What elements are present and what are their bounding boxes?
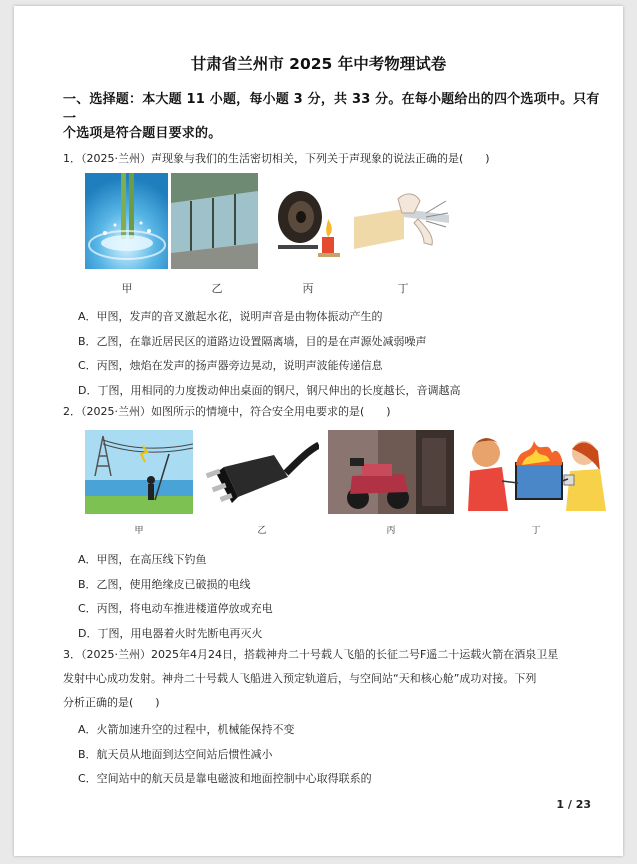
q2-stem: 2．（2025·兰州）如图所示的情境中，符合安全用电要求的是( ) [63,405,391,418]
q1-option-d: D．丁图，用相同的力度拨动伸出桌面的钢尺，钢尺伸出的长度越长，音调越高 [78,384,461,397]
page-number: 1 / 23 [556,798,591,811]
q2-figure-bing [328,430,454,514]
q3-option-c: C．空间站中的航天员是靠电磁波和地面控制中心取得联系的 [78,772,372,785]
q2-caption-jia: 甲 [134,526,144,536]
q1-figure-ding [354,183,449,258]
q2-figure-yi [204,433,319,515]
q1-stem: 1．（2025·兰州）声现象与我们的生活密切相关，下列关于声现象的说法正确的是( ) [63,152,490,165]
section-heading-line1: 一、选择题：本大题 11 小题，每小题 3 分，共 33 分。在每小题给出的四个选项中。只有一 [63,92,600,126]
q2-caption-bing: 丙 [386,526,396,536]
q3-stem-line2: 发射中心成功发射。神舟二十号载人飞船进入预定轨道后，与空间站“天和核心舱”成功对接。下列 [63,672,537,685]
q1-figure-yi [171,173,258,269]
q3-option-a: A．火箭加速升空的过程中，机械能保持不变 [78,723,295,736]
q1-figure-jia [85,173,168,269]
q2-figure-jia [85,430,193,514]
q1-caption-yi: 乙 [211,282,223,295]
q1-caption-jia: 甲 [121,282,133,295]
q2-option-b: B．乙图，使用绝缘皮已破损的电线 [78,578,251,591]
page-title: 甘肃省兰州市 2025 年中考物理试卷 [190,55,447,73]
q2-option-c: C．丙图，将电动车推进楼道停放或充电 [78,602,273,615]
q3-option-b: B．航天员从地面到达空间站后惯性减小 [78,748,273,761]
q2-option-a: A．甲图，在高压线下钓鱼 [78,553,207,566]
q1-caption-ding: 丁 [397,282,409,295]
q1-caption-bing: 丙 [302,282,314,295]
q1-option-a: A．甲图，发声的音叉激起水花，说明声音是由物体振动产生的 [78,310,383,323]
q2-figure-ding [460,431,610,516]
q2-option-d: D．丁图，用电器着火时先断电再灭火 [78,627,263,640]
q3-stem-line1: 3．（2025·兰州）2025年4月24日，搭载神舟二十号载人飞船的长征二号F遥二十运载火箭在酒泉卫星 [63,648,559,661]
exam-page [14,6,623,856]
q1-option-c: C．丙图，烛焰在发声的扬声器旁边晃动，说明声波能传递信息 [78,359,383,372]
q1-option-b: B．乙图，在靠近居民区的道路边设置隔离墙，目的是在声源处减弱噪声 [78,335,427,348]
q2-caption-yi: 乙 [257,526,267,536]
section-heading-line2: 个选项是符合题目要求的。 [63,126,222,141]
q3-stem-line3: 分析正确的是( ) [63,696,160,709]
q1-figure-bing [270,183,348,261]
q2-caption-ding: 丁 [531,526,541,536]
